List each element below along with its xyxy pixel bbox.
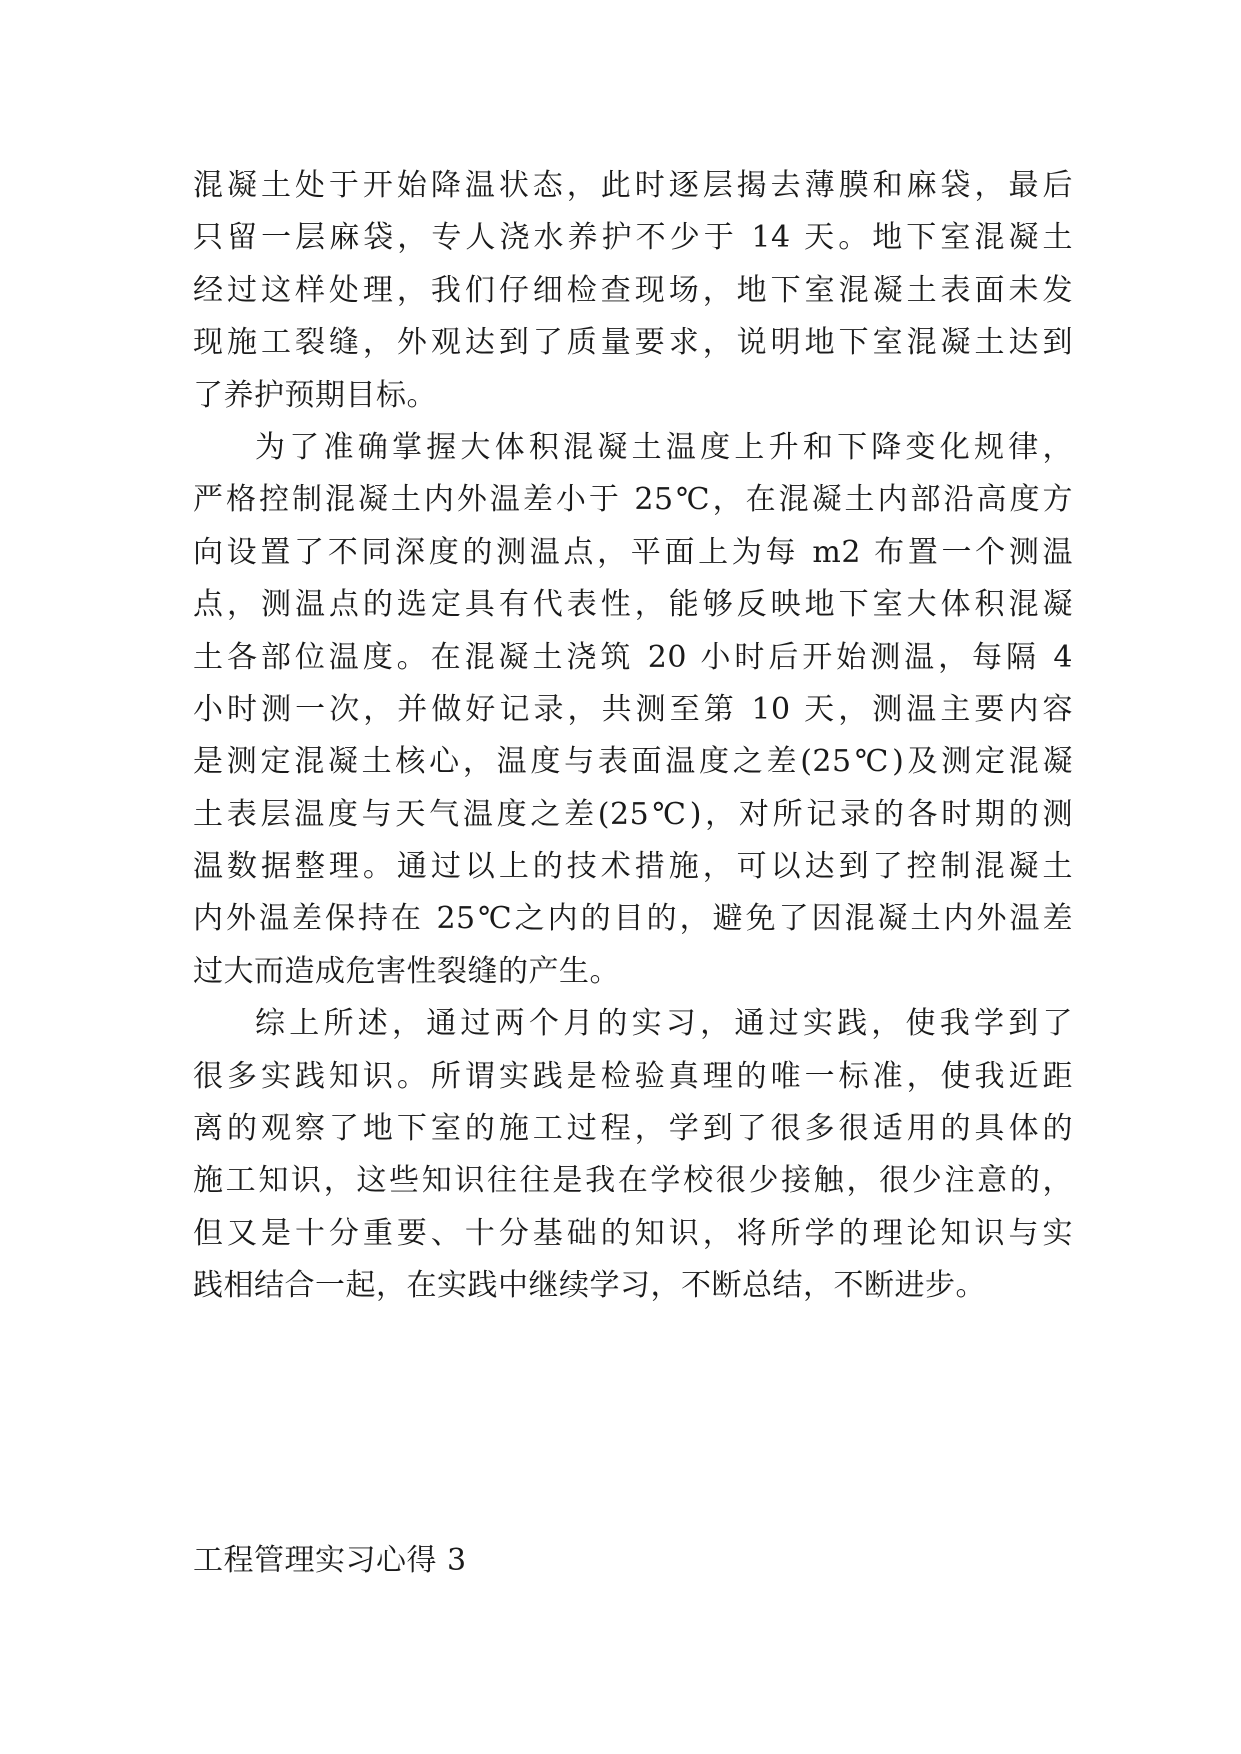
paragraph-line: 点，测温点的选定具有代表性，能够反映地下室大体积混凝 <box>193 587 1073 623</box>
paragraph-line: 经过这样处理，我们仔细检查现场，地下室混凝土表面未发 <box>193 272 1073 308</box>
paragraph-line: 为了准确掌握大体积混凝土温度上升和下降变化规律， <box>255 429 1073 465</box>
paragraph-line: 现施工裂缝，外观达到了质量要求，说明地下室混凝土达到 <box>193 325 1073 361</box>
paragraph-line: 严格控制混凝土内外温差小于 25℃，在混凝土内部沿高度方 <box>193 482 1073 518</box>
body-text <box>193 160 1073 1313</box>
paragraph-line: 了养护预期目标。 <box>193 377 437 413</box>
paragraph-line: 只留一层麻袋，专人浇水养护不少于 14 天。地下室混凝土 <box>193 220 1073 256</box>
paragraph-line: 温数据整理。通过以上的技术措施，可以达到了控制混凝土 <box>193 849 1073 885</box>
section-heading: 工程管理实习心得 3 <box>193 1543 467 1578</box>
paragraph-line: 土各部位温度。在混凝土浇筑 20 小时后开始测温，每隔 4 <box>193 639 1073 675</box>
paragraph-line: 是测定混凝土核心，温度与表面温度之差(25℃)及测定混凝 <box>193 744 1073 780</box>
paragraph-line: 混凝土处于开始降温状态，此时逐层揭去薄膜和麻袋，最后 <box>193 168 1073 203</box>
paragraph-line: 很多实践知识。所谓实践是检验真理的唯一标准，使我近距 <box>193 1058 1073 1094</box>
paragraph-line: 但又是十分重要、十分基础的知识，将所学的理论知识与实 <box>193 1215 1073 1251</box>
paragraph-line: 践相结合一起，在实践中继续学习，不断总结，不断进步。 <box>193 1268 986 1304</box>
paragraph-line: 离的观察了地下室的施工过程，学到了很多很适用的具体的 <box>193 1111 1073 1147</box>
paragraph-line: 内外温差保持在 25℃之内的目的，避免了因混凝土内外温差 <box>193 901 1073 937</box>
paragraph-line: 小时测一次，并做好记录，共测至第 10 天，测温主要内容 <box>193 691 1073 727</box>
paragraph-line: 向设置了不同深度的测温点，平面上为每 m2 布置一个测温 <box>193 534 1073 570</box>
paragraph-line: 施工知识，这些知识往往是我在学校很少接触，很少注意的， <box>193 1163 1073 1199</box>
paragraph-line: 过大而造成危害性裂缝的产生。 <box>193 953 620 989</box>
paragraph-line: 综上所述，通过两个月的实习，通过实践，使我学到了 <box>255 1006 1073 1042</box>
paragraph-line: 土表层温度与天气温度之差(25℃)，对所记录的各时期的测 <box>193 796 1073 832</box>
